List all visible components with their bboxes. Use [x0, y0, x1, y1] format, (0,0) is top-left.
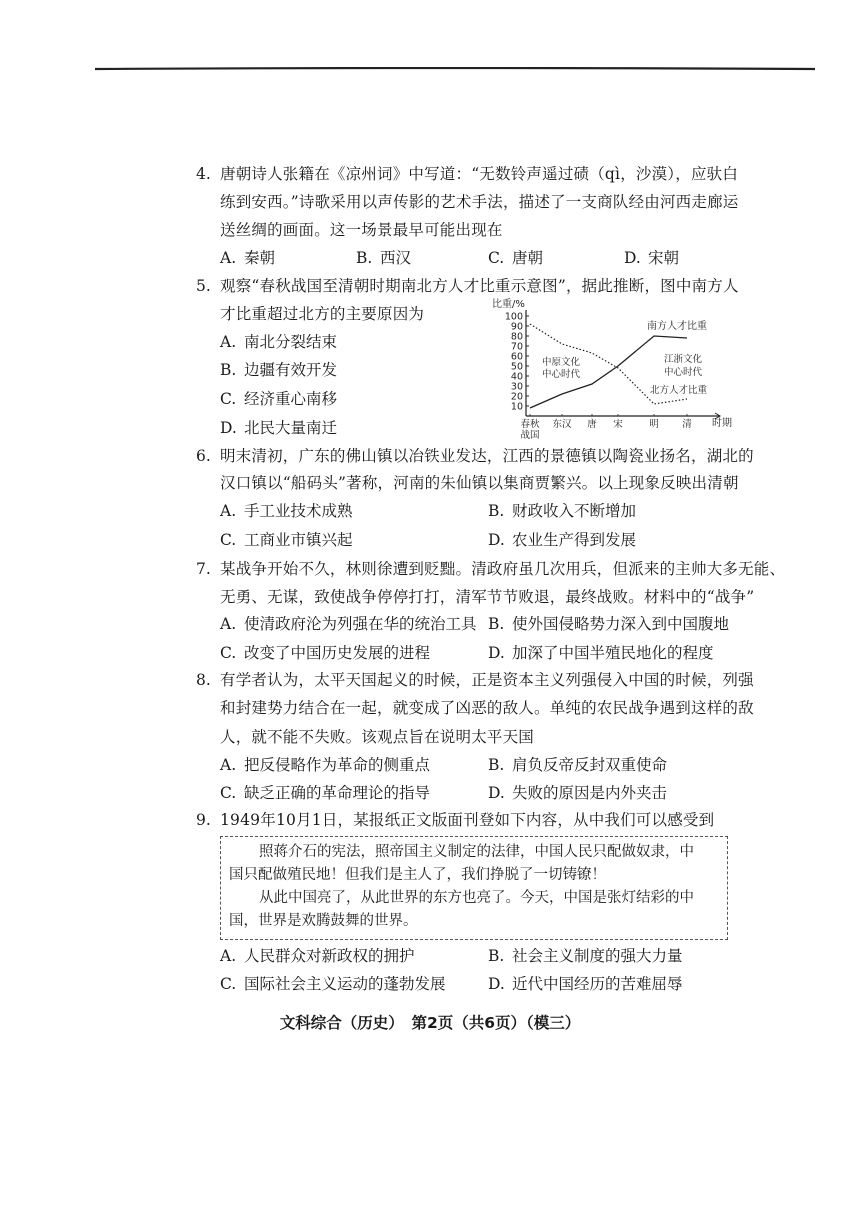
question-text-line: 明末清初，广东的佛山镇以冶铁业发达，江西的景德镇以陶瓷业扬名，湖北的 — [220, 447, 754, 465]
y-tick-label: 50 — [510, 361, 523, 373]
question-text-line: 汉口镇以“船码头”著称，河南的朱仙镇以集商贾繁兴。以上现象反映出清朝 — [220, 474, 739, 492]
question-number: 9. — [196, 811, 211, 829]
x-tick-label: 宋 — [613, 419, 623, 430]
question-text-line: 练到安西。”诗歌采用以声传影的艺术手法，描述了一支商队经由河西走廊运 — [220, 193, 739, 211]
question-text-line: 人，就不能不失败。该观点旨在说明太平天国 — [220, 728, 535, 746]
question-number: 8. — [196, 671, 211, 689]
option-d[interactable]: D. 失败的原因是内外夹击 — [488, 784, 668, 802]
talent-ratio-chart — [492, 296, 732, 446]
option-a[interactable]: A. 把反侵略作为革命的侧重点 — [220, 756, 431, 774]
option-b[interactable]: B. 使外国侵略势力深入到中国腹地 — [488, 615, 730, 633]
x-tick-label: 明 — [649, 419, 659, 430]
option-b[interactable]: B. 西汉 — [356, 249, 412, 267]
series-label-south: 南方人才比重 — [647, 321, 707, 332]
option-a[interactable]: A. 使清政府沦为列强在华的统治工具 — [220, 615, 477, 633]
option-c[interactable]: C. 唐朝 — [488, 249, 544, 267]
annotation-jiangzhe-1: 江浙文化 — [664, 354, 703, 365]
series-label-north: 北方人才比重 — [650, 385, 708, 396]
option-c[interactable]: C. 缺乏正确的革命理论的指导 — [220, 784, 431, 802]
y-tick-label: 90 — [510, 321, 523, 333]
question-text-line: 送丝绸的画面。这一场景最早可能出现在 — [220, 221, 503, 239]
option-c[interactable]: C. 国际社会主义运动的蓬勃发展 — [220, 975, 446, 993]
page-footer: 文科综合（历史） 第2页（共6页）（模三） — [279, 1014, 581, 1032]
question-text-line: 唐朝诗人张籍在《凉州词》中写道：“无数铃声遥过碛（qì，沙漠），应驮白 — [220, 165, 739, 183]
x-tick-label: 东汉 — [552, 419, 572, 430]
option-a[interactable]: A. 手工业技术成熟 — [220, 502, 353, 520]
quote-line: 照蒋介石的宪法，照帝国主义制定的法律，中国人民只配做奴隶，中 — [259, 844, 694, 860]
x-tick-label: 战国 — [520, 430, 540, 441]
option-c[interactable]: C. 经济重心南移 — [220, 390, 338, 408]
option-d[interactable]: D. 北民大量南迁 — [220, 419, 338, 437]
option-c[interactable]: C. 改变了中国历史发展的进程 — [220, 644, 431, 662]
question-text-line: 无勇、无谋，致使战争停停打打，清军节节败退，最终战败。材料中的“战争” — [220, 588, 755, 606]
option-d[interactable]: D. 农业生产得到发展 — [488, 531, 637, 549]
question-text-line: 某战争开始不久，林则徐遭到贬黜。清政府虽几次用兵，但派来的主帅大多无能、 — [220, 560, 786, 578]
y-tick-label: 40 — [510, 371, 523, 383]
option-a[interactable]: A. 秦朝 — [220, 249, 276, 267]
option-b[interactable]: B. 肩负反帝反封双重使命 — [488, 756, 668, 774]
x-tick-label: 春秋 — [520, 419, 540, 430]
annotation-central-plains-1: 中原文化 — [542, 357, 581, 368]
y-axis-label: 比重/% — [492, 299, 525, 310]
option-d[interactable]: D. 加深了中国半殖民地化的程度 — [488, 644, 714, 662]
option-b[interactable]: B. 边疆有效开发 — [220, 361, 338, 379]
option-b[interactable]: B. 财政收入不断增加 — [488, 502, 637, 520]
annotation-central-plains-2: 中心时代 — [542, 369, 581, 380]
annotation-jiangzhe-2: 中心时代 — [664, 367, 703, 378]
question-number: 4. — [196, 165, 211, 183]
question-number: 5. — [196, 277, 211, 295]
y-tick-label: 100 — [504, 311, 523, 323]
header-rule — [95, 67, 815, 71]
quote-line: 国，世界是欢腾鼓舞的世界。 — [229, 913, 418, 929]
quote-line: 国只配做殖民地！但我们是主人了，我们挣脱了一切铸镣！ — [229, 867, 606, 883]
quote-box — [220, 836, 728, 940]
option-a[interactable]: A. 人民群众对新政权的拥护 — [220, 947, 415, 965]
question-number: 6. — [196, 447, 211, 465]
option-d[interactable]: D. 宋朝 — [624, 249, 680, 267]
quote-line: 从此中国亮了，从此世界的东方也亮了。今天，中国是张灯结彩的中 — [259, 890, 694, 906]
question-number: 7. — [196, 560, 211, 578]
y-tick-label: 20 — [510, 391, 523, 403]
x-axis-label: 时期 — [712, 418, 732, 429]
question-text-line: 观察“春秋战国至清朝时期南北方人才比重示意图”，据此推断，图中南方人 — [220, 277, 739, 295]
y-tick-label: 60 — [510, 351, 523, 363]
y-tick-label: 80 — [510, 331, 523, 343]
option-d[interactable]: D. 近代中国经历的苦难屈辱 — [488, 975, 683, 993]
x-tick-label: 清 — [682, 419, 692, 430]
question-text-line: 才比重超过北方的主要原因为 — [220, 305, 425, 323]
option-b[interactable]: B. 社会主义制度的强大力量 — [488, 947, 683, 965]
x-tick-label: 唐 — [587, 419, 597, 430]
y-tick-label: 30 — [510, 381, 523, 393]
option-a[interactable]: A. 南北分裂结束 — [220, 333, 338, 351]
question-text-line: 有学者认为，太平天国起义的时候，正是资本主义列强侵入中国的时候，列强 — [220, 671, 754, 689]
option-c[interactable]: C. 工商业市镇兴起 — [220, 531, 353, 549]
question-text-line: 和封建势力结合在一起，就变成了凶恶的敌人。单纯的农民战争遇到这样的敌 — [220, 699, 754, 717]
y-tick-label: 70 — [510, 341, 523, 353]
y-tick-label: 10 — [510, 401, 523, 413]
question-text-line: 1949年10月1日，某报纸正文版面刊登如下内容，从中我们可以感受到 — [220, 811, 715, 829]
